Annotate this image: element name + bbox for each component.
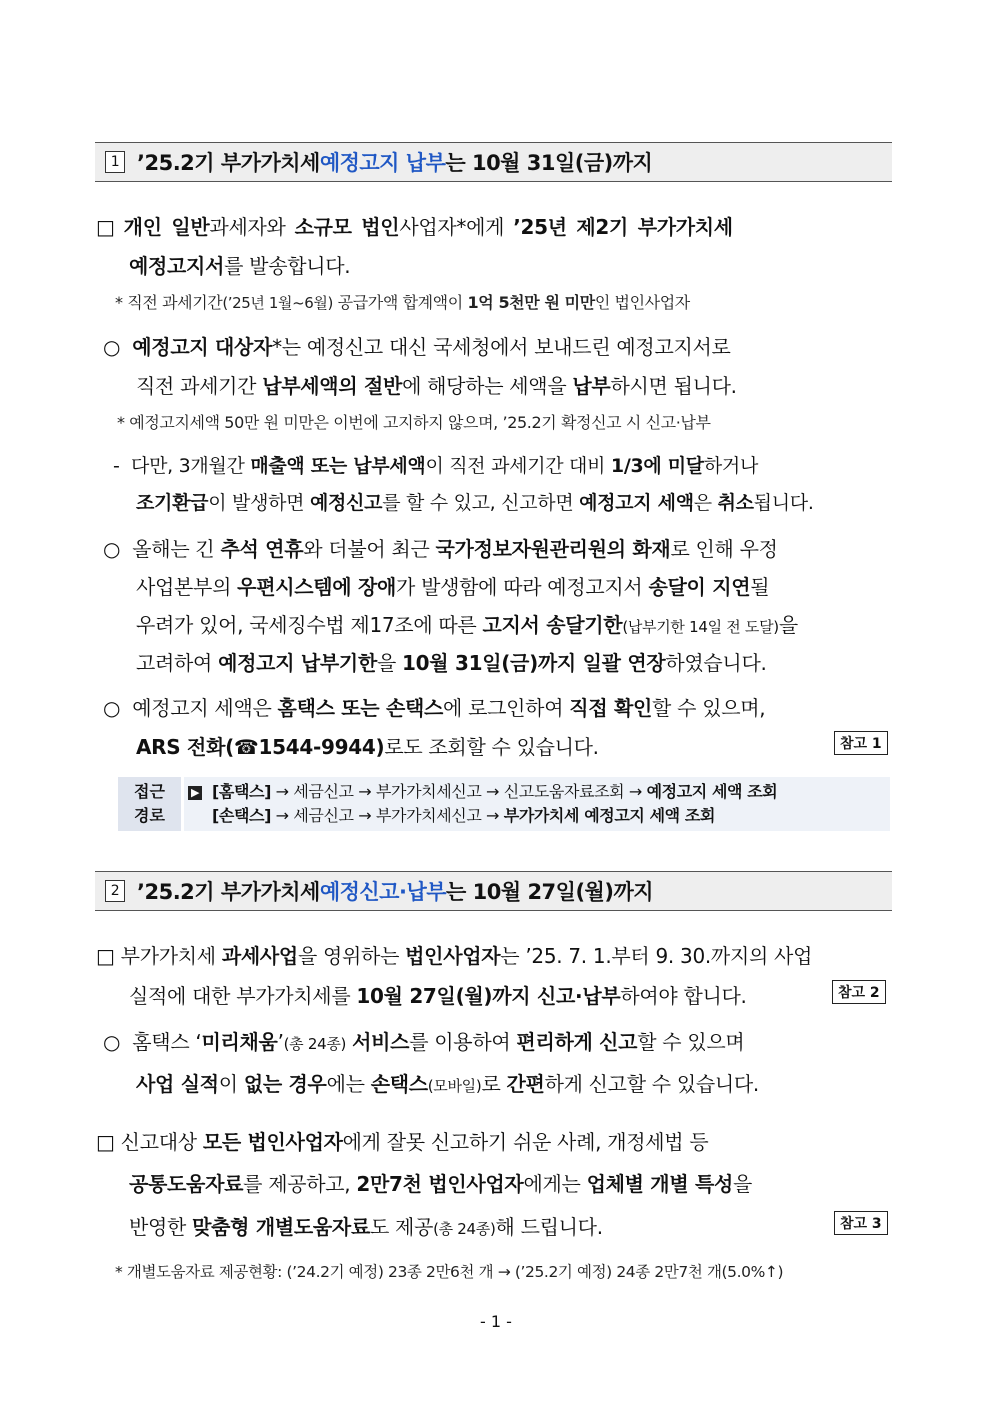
- paragraph-8-line-1: □ 신고대상 모든 법인사업자에게 잘못 신고하기 쉬운 사례, 개정세법 등: [96, 1130, 709, 1154]
- arrow-right-icon: ▶: [188, 786, 202, 800]
- page-number: - 1 -: [480, 1312, 512, 1331]
- section-1-header: 1 ’25.2기 부가가치세 예정고지 납부 는 10월 31일(금)까지: [95, 142, 892, 182]
- note-3: * 개별도움자료 제공현황: (’24.2기 예정) 23종 2만6천 개 → (’25.2기 예정) 24종 2만7천 개(5.0%↑): [115, 1263, 784, 1281]
- paragraph-7-line-2: 사업 실적이 없는 경우에는 손택스(모바일)로 간편하게 신고할 수 있습니다.: [136, 1072, 759, 1096]
- note-1: * 직전 과세기간(’25년 1월~6월) 공급가액 합계액이 1억 5천만 원 미만인 법인사업자: [115, 293, 690, 312]
- paragraph-5-line-2: ARS 전화(☎1544-9944)로도 조회할 수 있습니다.: [136, 735, 599, 759]
- paragraph-4-line-3: 우려가 있어, 국세징수법 제17조에 따른 고지서 송달기한(납부기한 14일 전 도달)을: [136, 613, 798, 637]
- paragraph-2-line-2: 직전 과세기간 납부세액의 절반에 해당하는 세액을 납부하시면 됩니다.: [136, 374, 737, 398]
- paragraph-4-line-2: 사업본부의 우편시스템에 장애가 발생함에 따라 예정고지서 송달이 지연될: [136, 575, 770, 599]
- reference-badge-2: 참고 2: [832, 980, 886, 1004]
- paragraph-5-line-1: ○ 예정고지 세액은 홈택스 또는 손택스에 로그인하여 직접 확인할 수 있으며,: [103, 696, 766, 720]
- access-path-routes: [184, 777, 890, 831]
- note-2: * 예정고지세액 50만 원 미만은 이번에 고지하지 않으며, ’25.2기 확정신고 시 신고·납부: [117, 413, 711, 432]
- paragraph-7-line-1: ○ 홈택스 ‘미리채움’(총 24종) 서비스를 이용하여 편리하게 신고할 수 있으며: [103, 1030, 745, 1054]
- paragraph-4-line-1: ○ 올해는 긴 추석 연휴와 더불어 최근 국가정보자원관리원의 화재로 인해 우정: [103, 537, 778, 561]
- paragraph-2-line-1: ○ 예정고지 대상자*는 예정신고 대신 국세청에서 보내드린 예정고지서로: [103, 335, 731, 359]
- section-2-header: 2 ’25.2기 부가가치세 예정신고·납부 는 10월 27일(월)까지: [95, 871, 892, 911]
- access-route-hometax: ▶ [홈택스] → 세금신고 → 부가가치세신고 → 신고도움자료조회 → 예정고지 세액 조회: [188, 780, 890, 804]
- paragraph-1-line-1: □ 개인 일반과세자와 소규모 법인사업자*에게 ’25년 제2기 부가가치세: [96, 215, 733, 239]
- paragraph-3-line-2: 조기환급이 발생하면 예정신고를 할 수 있고, 신고하면 예정고지 세액은 취소됩니다.: [136, 492, 814, 514]
- paragraph-1-line-2: 예정고지서를 발송합니다.: [129, 254, 351, 278]
- paragraph-6-line-1: □ 부가가치세 과세사업을 영위하는 법인사업자는 ’25. 7. 1.부터 9. 30.까지의 사업: [96, 944, 813, 968]
- paragraph-8-line-2: 공통도움자료를 제공하고, 2만7천 법인사업자에게는 업체별 개별 특성을: [129, 1172, 753, 1196]
- paragraph-6-line-2: 실적에 대한 부가가치세를 10월 27일(월)까지 신고·납부하여야 합니다.: [129, 984, 747, 1008]
- paragraph-8-line-3: 반영한 맞춤형 개별도움자료도 제공(총 24종)해 드립니다.: [129, 1215, 603, 1239]
- section-number: 2: [105, 880, 125, 902]
- access-path-label: 접근 경로: [118, 777, 181, 831]
- reference-badge-1: 참고 1: [834, 731, 888, 755]
- paragraph-3-line-1: - 다만, 3개월간 매출액 또는 납부세액이 직전 과세기간 대비 1/3에 미달하거나: [113, 455, 759, 477]
- reference-badge-3: 참고 3: [834, 1211, 888, 1235]
- access-path-box: [118, 777, 890, 831]
- section-number: 1: [105, 151, 125, 173]
- access-route-sontax: [손택스] → 세금신고 → 부가가치세신고 → 부가가치세 예정고지 세액 조회: [212, 806, 716, 825]
- paragraph-4-line-4: 고려하여 예정고지 납부기한을 10월 31일(금)까지 일괄 연장하였습니다.: [136, 651, 767, 675]
